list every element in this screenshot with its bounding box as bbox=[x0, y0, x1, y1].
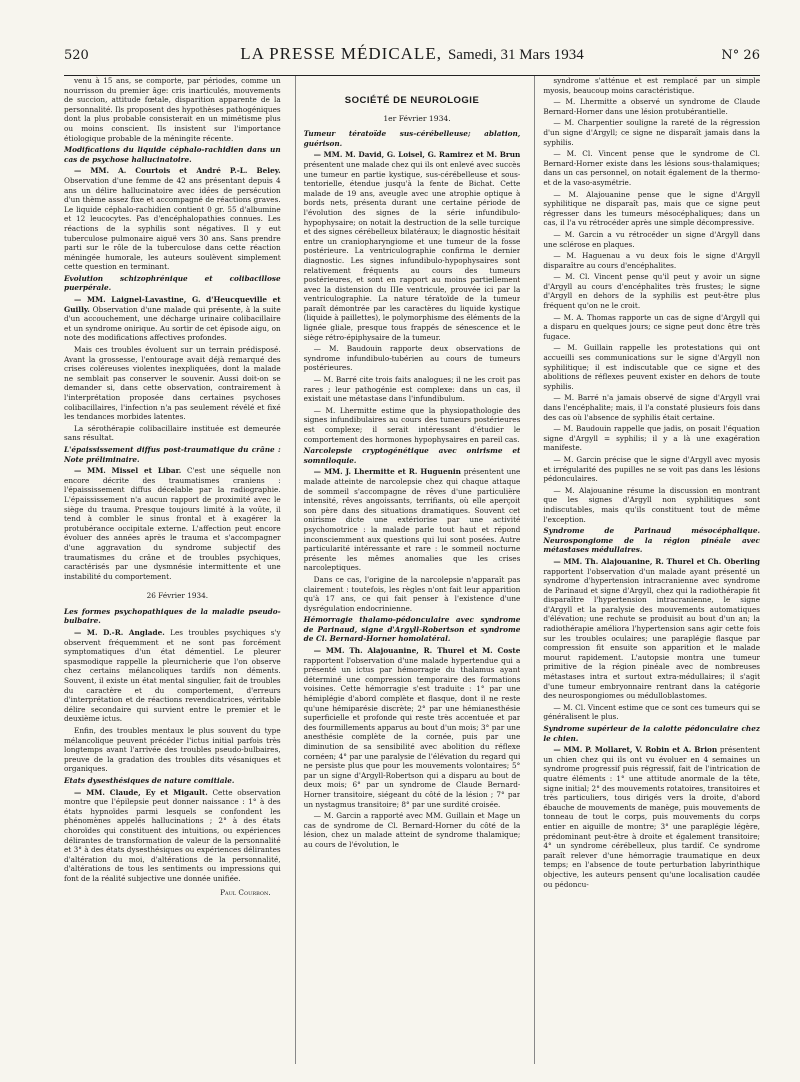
article-text: Observation d'une malade qui présente, à la suite d'un accouchement, une décharge urinaire colibacillaire et un syndrome onirique. Au sortir de cet épisode aigu, on note des modifications affectives profondes. bbox=[64, 304, 281, 343]
authors: — MM. Laignel-Lavastine, G. d'Heucqueville et Guilly. bbox=[64, 295, 281, 314]
article-text: Observation d'une femme de 42 ans présentant depuis 4 ans un délire hallucinatoire avec idées de persécution d'un thème assez fixe et accompagné de réactions graves. Le liquide céphalo-rachidien contient 0 gr. 55 d'albumine et 12 leucocytes. Pas d'encéphalopathies connues. Les réactions de la syphilis sont négatives. Il y eut tuberculose pulmonaire aiguë vers 30 ans. Sans prendre parti sur le rôle de la tuberculose dans cette réaction méningée humorale, les auteurs soulèvent simplement cette question en terminant. bbox=[64, 175, 281, 272]
paragraph: — M. Guillain rappelle les protestations qui ont accueilli ses communications sur le signe d'Argyll non syphilitique; il est indiscutable que ce signe et des abolitions de réflexes peuvent exister en dehors de toute syphilis. bbox=[543, 343, 761, 391]
article-body bbox=[64, 466, 281, 581]
paragraph: — M. A. Thomas rapporte un cas de signe d'Argyll qui a disparu en quelques jours; ce signe peut donc être très fugace. bbox=[543, 312, 761, 341]
article-body bbox=[304, 150, 521, 342]
article-text: Cette observation montre que l'épilepsie peut donner naissance : 1° à des états hypnoïdes parmi lesquels se confondent les phénomènes appelés hallucinations ; 2° à des états choroïdes qui constituent des intuitions, ou expériences délirantes de transformation de valeur de la personnalité et 3° à des états dysesthésiques ou expériences délirantes d'altération du moi, d'altérations de la personnalité, d'altérations de tous les sentiments ou impressions qui font de la réalité subjective une donnée unifiée. bbox=[64, 787, 281, 883]
article-text: présentent une malade atteinte de narcolepsie chez qui chaque attaque de sommeil s'accompagne de rêves d'une particulière intensité, rêves angoissants, terrifiants, où elle aperçoit son père dans des situations dramatiques. Souvent cet onirisme dicte une extériorise par une activité psychomotrice : la malade parle tout haut et répond inconsciemment aux questions qui lui sont posées. Autre particularité intéressante et rare : le sommeil nocturne présente les mêmes anomalies que les crises narcoleptiques. bbox=[303, 467, 521, 573]
authors: — MM. J. Lhermitte et R. Huguenin bbox=[313, 467, 461, 477]
paragraph: — M. Barré cite trois faits analogues; il ne les croit pas rares ; leur pathogénie est complexe: dans un cas, il existait une métastase dans l'infundibulum. bbox=[303, 375, 521, 404]
paragraph: Enfin, des troubles mentaux le plus souvent du type mélancolique peuvent précéder l'ictus initial parfois très longtemps avant l'arrivée des troubles pseudo-bulbaires, preuve de la gradation des troubles dits vésaniques et organiques. bbox=[64, 726, 281, 774]
section-date: 1er Février 1934. bbox=[383, 113, 451, 123]
signature: Paul Courbon. bbox=[220, 887, 271, 897]
paragraph: Mais ces troubles évoluent sur un terrain prédisposé. Avant la grossesse, l'entourage avait déjà remarqué des crises coléreuses violentes inexpliquées, dont la malade ne semblait pas conserver le souvenir. Aussi doit-on se demander si, dans cette observation, contrairement à l'interprétation proposée dans certaines psychoses colibacillaires, l'infection n'a pas seulement révélé et fixé les tendances morbides latentes. bbox=[64, 345, 281, 422]
article-heading: L'épaississement diffus post-traumatique du crâne : Note préliminaire. bbox=[64, 444, 281, 464]
article-text: présentent une malade chez qui ils ont enlevé avec succès une tumeur en partie kystique, sus-cérébelleuse et sous-tentorielle, étendue jusqu'à la fente de Bichat. Cette malade de 19 ans, aveugle avec une atrophie optique à bords nets, présenta durant une certaine période de l'évolution des signes de la série infundibulo-hypophysaire; on notait la destruction de la selle turcique et des signes cérébelleux bilatéraux; le diagnostic hésitait entre un craniopharyngiome et une tumeur de la fosse postérieure. La ventriculographie confirma le dernier diagnostic. Les signes infundibulo-hypophysaires sont relativement fréquents au cours des tumeurs postérieures, et sont en rapport au moins partiellement avec la distension du IIIe ventricule, prouvée ici par la ventriculographie. La nature tératoïde de la tumeur paraît démontrée par les caractères du liquide kystique (liquide à paillettes), le polymorphisme des éléments de la lignée gliale, presque tous frappés de sénescence et le siège rétro-épiphysaire de la tumeur. bbox=[303, 159, 521, 342]
journal-name: LA PRESSE MÉDICALE, bbox=[240, 44, 442, 63]
authors: — M. D.-R. Anglade. bbox=[74, 628, 165, 638]
paragraph: — M. Baudouin rappelle que jadis, on posait l'équation signe d'Argyll = syphilis; il y a là une exagération manifeste. bbox=[543, 424, 761, 453]
article-body bbox=[64, 628, 281, 724]
paragraph: La sérothérapie colibacillaire instituée est demeurée sans résultat. bbox=[64, 423, 281, 443]
authors: — MM. Claude, Ey et Migault. bbox=[74, 787, 208, 797]
paragraph: syndrome s'atténue et est remplacé par un simple myosis, beaucoup moins caractéristique. bbox=[543, 76, 761, 95]
session-date: 26 Février 1934. bbox=[146, 591, 209, 601]
article-heading: Syndrome supérieur de la calotte pédonculaire chez le chien. bbox=[543, 724, 761, 743]
authors: — MM. P. Mollaret, V. Robin et A. Brion bbox=[553, 745, 718, 755]
article-heading: Tumeur tératoïde sus-cérébelleuse; ablation, guérison. bbox=[303, 129, 521, 148]
column-3 bbox=[534, 76, 760, 1064]
article-body bbox=[543, 745, 760, 889]
article-text: Les troubles psychiques s'y observent fréquemment et ne sont pas forcément symptomatiques d'un état démentiel. Le pleurer spasmodique rappelle la pleurnicherie que l'on observe chez certains mélancoliques tardifs non déments. Souvent, il existe un état mental singulier, fait de troubles du caractère et du comportement, d'erreurs d'interprétation et de réactions revendicatrices, véritable délire secondaire qui survient entre le premier et le deuxième ictus. bbox=[64, 628, 281, 724]
paragraph: venu à 15 ans, se comporte, par périodes, comme un nourrisson du premier âge: cris inarticulés, mouvements de succion, attitude fœtale, disparition apparente de la personnalité. Ils proposent des hypothèses pathogéniques dont la plus probable consisterait en un mimétisme plus ou moins conscient. Ils insistent sur l'importance étiologique probable de la méningite récente. bbox=[64, 76, 281, 143]
paragraph: — M. Cl. Vincent pense que le syndrome de Cl. Bernard-Horner existe dans les lésions sous-thalamiques; dans un cas personnel, on notait également de la thermo- et de la vaso-asymétrie. bbox=[543, 149, 761, 187]
page-header bbox=[64, 44, 760, 76]
paragraph: — M. Cl. Vincent estime que ce sont ces tumeurs qui se généralisent le plus. bbox=[543, 702, 761, 722]
article-heading: Narcolepsie cryptogénétique avec onirisme et somniloquie. bbox=[303, 446, 521, 465]
article-heading: Etats dysesthésiques de nature comitiale. bbox=[64, 775, 235, 785]
article-heading: Les formes psychopathiques de la maladie pseudo-bulbaire. bbox=[64, 606, 281, 626]
paragraph: — M. Charpentier souligne la rareté de la régression d'un signe d'Argyll; ce signe ne disparaît jamais dans la syphilis. bbox=[543, 118, 761, 147]
authors: — MM. Missel et Libar. bbox=[74, 466, 182, 476]
paragraph: — M. Alajouanine pense que le signe d'Argyll syphilitique ne disparaît pas, mais que ce signe peut régresser dans les tumeurs mésocéphaliques; dans un cas, il l'a vu rétrocéder après une simple décompressive. bbox=[543, 189, 761, 228]
paragraph: — M. Garcin précise que le signe d'Argyll avec myosis et irrégularité des pupilles ne se voit pas dans les lésions pédonculaires. bbox=[543, 454, 761, 484]
column-1 bbox=[64, 76, 281, 1064]
section-title: SOCIÉTÉ DE NEUROLOGIE bbox=[344, 95, 480, 106]
article-body bbox=[64, 788, 281, 884]
article-body bbox=[304, 646, 521, 809]
issue-number: N° 26 bbox=[721, 48, 760, 63]
paragraph: — M. Baudouin rapporte deux observations de syndrome infundibulo-tubérien au cours de tumeurs postérieures. bbox=[303, 344, 521, 373]
columns bbox=[64, 76, 760, 1064]
paragraph: — M. Lhermitte a observé un syndrome de Claude Bernard-Horner dans une lésion protubérantielle. bbox=[543, 97, 761, 116]
paragraph: — M. Garcin a vu rétrocéder un signe d'Argyll dans une sclérose en plaques. bbox=[543, 229, 761, 249]
article-body bbox=[64, 166, 281, 272]
article-text: présentent un chien chez qui ils ont vu évoluer en 4 semaines un syndrome progressif puis régressif, fait de l'intrication de quatre éléments : 1° une attitude anormale de la tête, signe initial; 2° des mouvements rotatoires, transitoires et très particuliers, tous dirigés vers la droite, d'abord ébauche de mouvements de manège, puis mouvements de tonneau de tout le corps, puis mouvements du corps entier en aiguille de montre; 3° une paraplégie légère, prédominant peut-être à droite et également transitoire; 4° un syndrome cérébelleux, plus tardif. Ce syndrome paraît relever d'une hémorragie traumatique en deux temps; en l'absence de toute perturbation labyrinthique objective, les auteurs pensent qu'une localisation caudée ou pédoncu- bbox=[543, 745, 761, 889]
article-body bbox=[304, 467, 521, 573]
paragraph: — M. Haguenau a vu deux fois le signe d'Argyll disparaître au cours d'encéphalites. bbox=[543, 251, 761, 270]
authors: — MM. Th. Alajouanine, R. Thurel et Ch. Oberling bbox=[553, 556, 761, 566]
article-heading: Hémorragie thalamo-pédonculaire avec syndrome de Parinaud, signe d'Argyll-Robertson et syndrome de Cl. Bernard-Horner homolatéral. bbox=[303, 615, 521, 644]
article-body bbox=[543, 557, 760, 701]
article-text: rapportent l'observation d'une malade hypertendue qui a présenté un ictus par hémorragie du thalamus ayant déterminé une compression temporaire des formations voisines. Cette hémorragie s'est traduite : 1° par une hémiplégie d'abord complète et flasque, dont il ne reste qu'une hémiparésie discrète; 2° par une hémianesthésie superficielle et profonde qui reste très accentuée et par des fourmillements apparus au bout d'un mois; 3° par une anesthésie complète de la cornée, puis par une diminution de sa sensibilité avec abolition du réflexe cornéen; 4° par une paralysie de l'élévation du regard qui ne persiste plus que pour les mouvements volontaires; 5° par un signe d'Argyll-Robertson qui a disparu au bout de deux mois; 6° par un syndrome de Claude Bernard-Horner transitoire, siégeant du côté de la lésion ; 7° par un nystagmus transitoire; 8° par une surdité croisée. bbox=[303, 655, 521, 809]
issue-date: Samedi, 31 Mars 1934 bbox=[447, 47, 584, 63]
article-heading: Modifications du liquide céphalo-rachidien dans un cas de psychose hallucinatoire. bbox=[64, 145, 281, 164]
paragraph: — M. Cl. Vincent pense qu'il peut y avoir un signe d'Argyll au cours d'encéphalites très frustes; le signe d'Argyll en dehors de la syphilis est peut-être plus fréquent qu'on ne le croit. bbox=[543, 272, 761, 311]
paragraph: — M. Alajouanine résume la discussion en montrant que les signes d'Argyll non syphilitiques sont indiscutables, mais qu'ils constituent tout de même l'exception. bbox=[543, 485, 761, 524]
authors: — MM. A. Courtois et André P.-L. Beley. bbox=[74, 166, 281, 176]
page-number: 520 bbox=[64, 48, 89, 63]
article-heading: Evolution schizophrénique et colibacillose puerpérale. bbox=[64, 273, 281, 293]
paragraph: Dans ce cas, l'origine de la narcolepsie n'apparaît pas clairement : toutefois, les règles n'ont fait leur apparition qu'à 17 ans, ce qui fait penser à l'existence d'une dysrégulation endocrinienne. bbox=[303, 574, 521, 613]
article-heading: Syndrome de Parinaud mésocéphalique. Neurospongiome de la région pinéale avec métastases médullaires. bbox=[543, 526, 761, 555]
journal-title bbox=[240, 44, 584, 64]
column-2 bbox=[295, 76, 521, 1064]
authors: — MM. Th. Alajouanine, R. Thurel et M. Coste bbox=[313, 646, 521, 656]
paragraph: — M. Lhermitte estime que la physiopathologie des signes infundibulaires au cours des tumeurs postérieures est complexe; il serait intéressant d'étudier le comportement des hormones hypophysaires en pareil cas. bbox=[303, 405, 521, 444]
article-text: rapportent l'observation d'un malade ayant présenté un syndrome d'hypertension intracranienne avec syndrome de Parinaud et signe d'Argyll, chez qui la radiothérapie fit disparaître l'hypertension intracranienne, le signe d'Argyll et la paralysie des mouvements automatiques d'élévation; une rechute se produisit au bout d'un an; la radiothérapie améliora l'hypertension sans agir cette fois sur les troubles oculaires; une paraplégie flasque par compression fit ensuite son apparition et le malade mourut rapidement. L'autopsie montra une tumeur primitive de la région pinéale avec de nombreuses métastases intra et surtout extra-médullaires; il s'agit d'une tumeur embryonnaire rentrant dans la catégorie des neurospongiomes ou médulloblastomes. bbox=[543, 566, 761, 701]
article-text: C'est une séquelle non encore décrite des traumatismes craniens : l'épaississement diffus décelable par la radiographie. L'épaississement n'a aucun rapport de proximité avec le siège du trauma. Presque toujours limité à la voûte, il tend à combler le sinus frontal et à exagérer la protubérance occipitale externe. L'affection peut encore évoluer des années après le trauma et s'accompagner d'une aggravation du syndrome subjectif des traumatismes du crâne et de troubles psychiques, caractérisés par une dysmnésie intermittente et une instabilité du comportement. bbox=[64, 466, 281, 581]
paragraph: — M. Barré n'a jamais observé de signe d'Argyll vrai dans l'encéphalite; mais, il l'a constaté plusieurs fois dans des cas où l'absence de syphilis était certaine. bbox=[543, 393, 761, 422]
authors: — MM. M. David, G. Loisel, G. Ramirez et M. Brun bbox=[313, 150, 521, 160]
article-body bbox=[64, 295, 281, 343]
paragraph: — M. Garcin a rapporté avec MM. Guillain et Mage un cas de syndrome de Cl. Bernard-Horner du côté de la lésion, chez un malade atteint de syndrome thalamique; au cours de l'évolution, le bbox=[303, 811, 521, 849]
